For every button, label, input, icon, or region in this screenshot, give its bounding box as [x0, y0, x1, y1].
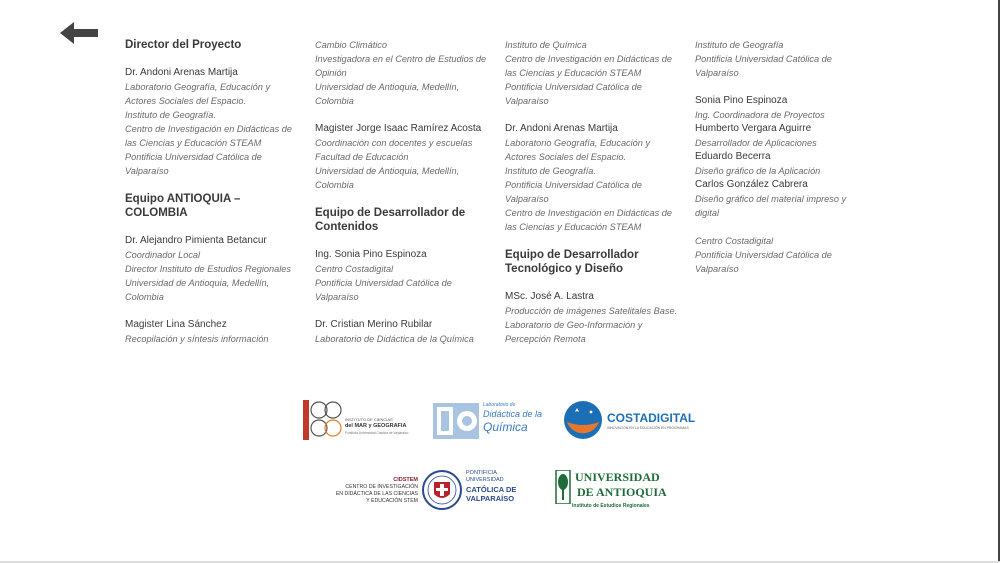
- cidstem-line: CENTRO DE INVESTIGACIÓN: [345, 484, 418, 490]
- geografia-line: Pontificia Universidad Católica de Valparaíso: [345, 431, 409, 435]
- costadigital-globe-icon: [563, 400, 603, 440]
- credits-column-1: [125, 38, 300, 346]
- person-role: Instituto de Geografía.: [505, 166, 596, 176]
- person-role: Coordinador Local: [125, 250, 201, 260]
- pucv-line: UNIVERSIDAD: [466, 477, 504, 483]
- person-role: Pontificia Universidad Católica de: [695, 54, 832, 64]
- pucv-line: CATÓLICA DE: [466, 485, 517, 494]
- person-role: Centro de Investigación en Didácticas de: [125, 124, 293, 134]
- udea-line: DE ANTIOQUIA: [577, 485, 667, 499]
- geografia-line: INSTITUTO DE CIENCIAS: [345, 417, 393, 422]
- person-role: Ing. Coordinadora de Proyectos: [695, 110, 825, 120]
- person-role: Valparaíso: [695, 68, 739, 78]
- cidstem-line: EN DIDÁCTICA DE LAS CIENCIAS: [335, 491, 418, 497]
- person-role: Coordinación con docentes y escuelas: [315, 138, 473, 148]
- costadigital-name: COSTADIGITAL: [607, 411, 696, 425]
- udea-line: UNIVERSIDAD: [575, 470, 660, 484]
- credits-column-4: [695, 38, 870, 276]
- person-role: Centro Costadigital: [315, 264, 394, 274]
- person-role: Valparaíso: [695, 264, 739, 274]
- logo-universidad-antioquia: [555, 468, 685, 518]
- person-role: Pontificia Universidad Católica de: [315, 278, 452, 288]
- person-role: Actores Sociales del Espacio.: [505, 152, 627, 162]
- person-role: Desarrollador de Aplicaciones: [695, 138, 817, 148]
- logo-cidstem: [318, 477, 418, 513]
- geografia-line: del MAR y GEOGRAFIA: [345, 423, 407, 429]
- person-name: MSc. José A. Lastra: [505, 291, 594, 302]
- heading-line: Equipo de Desarrollador de: [315, 207, 466, 219]
- person-role: Valparaíso: [125, 166, 169, 176]
- person-role: Opinión: [315, 68, 347, 78]
- back-button[interactable]: [60, 20, 100, 46]
- person-role: Universidad de Antioquia, Medellín,: [315, 82, 460, 92]
- person-role: Diseño gráfico de la Aplicación: [695, 166, 821, 176]
- pucv-seal-icon: [422, 466, 462, 514]
- person-role: Laboratorio de Didáctica de la Química: [315, 334, 474, 344]
- person-role: Universidad de Antioquia, Medellín,: [315, 166, 460, 176]
- person-role: Universidad de Antioquia, Medellín,: [125, 278, 270, 288]
- person-name: Eduardo Becerra: [695, 151, 771, 162]
- person-role: Colombia: [315, 96, 354, 106]
- person-role: Laboratorio Geografía, Educación y: [505, 138, 651, 148]
- person-role: Valparaíso: [315, 292, 359, 302]
- credits-column-3: [505, 38, 680, 346]
- person-role: Centro Costadigital: [695, 236, 774, 246]
- cidstem-line: CIDSTEM: [393, 477, 418, 483]
- person-role: Pontificia Universidad Católica de: [505, 82, 642, 92]
- person-role: Laboratorio Geografía, Educación y: [125, 82, 271, 92]
- heading-line: Contenidos: [315, 221, 379, 233]
- person-name: Magister Jorge Isaac Ramírez Acosta: [315, 123, 482, 134]
- person-role: las Ciencias y Educación STEAM: [505, 222, 642, 232]
- credits-column-2: [315, 38, 490, 346]
- partner-logos: [0, 390, 1000, 530]
- quimica-emblem-icon: [433, 403, 479, 439]
- person-name: Humberto Vergara Aguirre: [695, 123, 812, 134]
- heading-line: Equipo ANTIOQUIA –: [125, 193, 241, 205]
- person-role: Actores Sociales del Espacio.: [125, 96, 247, 106]
- person-role: digital: [695, 208, 720, 218]
- udea-tree-icon: [555, 470, 571, 504]
- person-name: Dr. Cristian Merino Rubilar: [315, 319, 433, 330]
- logo-costadigital: [563, 398, 703, 444]
- person-role: Facultad de Educación: [315, 152, 409, 162]
- person-role: Instituto de Geografía.: [125, 110, 216, 120]
- costadigital-tagline: INNOVACIÓN EN LA EDUCACIÓN EN PROGRAMAS: [607, 426, 689, 430]
- person-role: Colombia: [125, 292, 164, 302]
- person-name: Dr. Andoni Arenas Martija: [505, 123, 618, 134]
- person-role: Colombia: [315, 180, 354, 190]
- heading-contenidos: [315, 206, 490, 234]
- cidstem-line: Y EDUCACIÓN STEM: [366, 498, 418, 504]
- person-name: Ing. Sonia Pino Espinoza: [315, 249, 427, 260]
- heading-tecnologico: [505, 248, 680, 276]
- logo-didactica-quimica: [433, 400, 543, 444]
- logo-pucv: [422, 466, 522, 518]
- pucv-line: PONTIFICIA: [466, 470, 497, 476]
- quimica-line: Didáctica de la: [483, 409, 543, 419]
- person-role: Investigadora en el Centro de Estudios de: [315, 54, 487, 64]
- person-name: Carlos González Cabrera: [695, 179, 808, 190]
- heading-line: Equipo de Desarrollador: [505, 249, 639, 261]
- person-name: Sonia Pino Espinoza: [695, 95, 788, 106]
- pucv-line: VALPARAÍSO: [466, 494, 515, 503]
- quimica-line: Laboratorio de: [483, 402, 516, 408]
- person-role: Laboratorio de Geo-Información y: [505, 320, 643, 330]
- person-role: Cambio Climático: [315, 40, 387, 50]
- heading-director: Director del Proyecto: [125, 39, 242, 51]
- person-role: Pontificia Universidad Católica de: [695, 250, 832, 260]
- heading-antioquia: [125, 192, 300, 220]
- person-role: Pontificia Universidad Católica de: [505, 180, 642, 190]
- person-role: Centro de Investigación en Didácticas de: [505, 54, 673, 64]
- person-role: Valparaíso: [505, 96, 549, 106]
- person-role: Centro de Investigación en Didácticas de: [505, 208, 673, 218]
- person-name: Magister Lina Sánchez: [125, 319, 227, 330]
- person-role: Recopilación y síntesis información: [125, 334, 269, 344]
- heading-line: COLOMBIA: [125, 207, 188, 219]
- logo-instituto-geografia: [303, 398, 413, 444]
- person-role: las Ciencias y Educación STEAM: [505, 68, 642, 78]
- person-name: Dr. Andoni Arenas Martija: [125, 67, 238, 78]
- person-role: Percepción Remota: [505, 334, 586, 344]
- arrow-left-icon: [60, 20, 100, 46]
- udea-line: Instituto de Estudios Regionales: [572, 503, 650, 509]
- person-role: Pontificia Universidad Católica de: [125, 152, 262, 162]
- geografia-emblem-icon: [303, 398, 345, 442]
- person-role: Diseño gráfico del material impreso y: [695, 194, 847, 204]
- person-name: Dr. Alejandro Pimienta Betancur: [125, 235, 267, 246]
- person-role: Instituto de Química: [505, 40, 587, 50]
- person-role: Valparaíso: [505, 194, 549, 204]
- quimica-line: Química: [483, 420, 528, 434]
- person-role: Producción de imágenes Satelitales Base.: [505, 306, 678, 316]
- person-role: las Ciencias y Educación STEAM: [125, 138, 262, 148]
- heading-line: Tecnológico y Diseño: [505, 263, 623, 275]
- person-role: Instituto de Geografía: [695, 40, 784, 50]
- person-role: Director Instituto de Estudios Regionales: [125, 264, 291, 274]
